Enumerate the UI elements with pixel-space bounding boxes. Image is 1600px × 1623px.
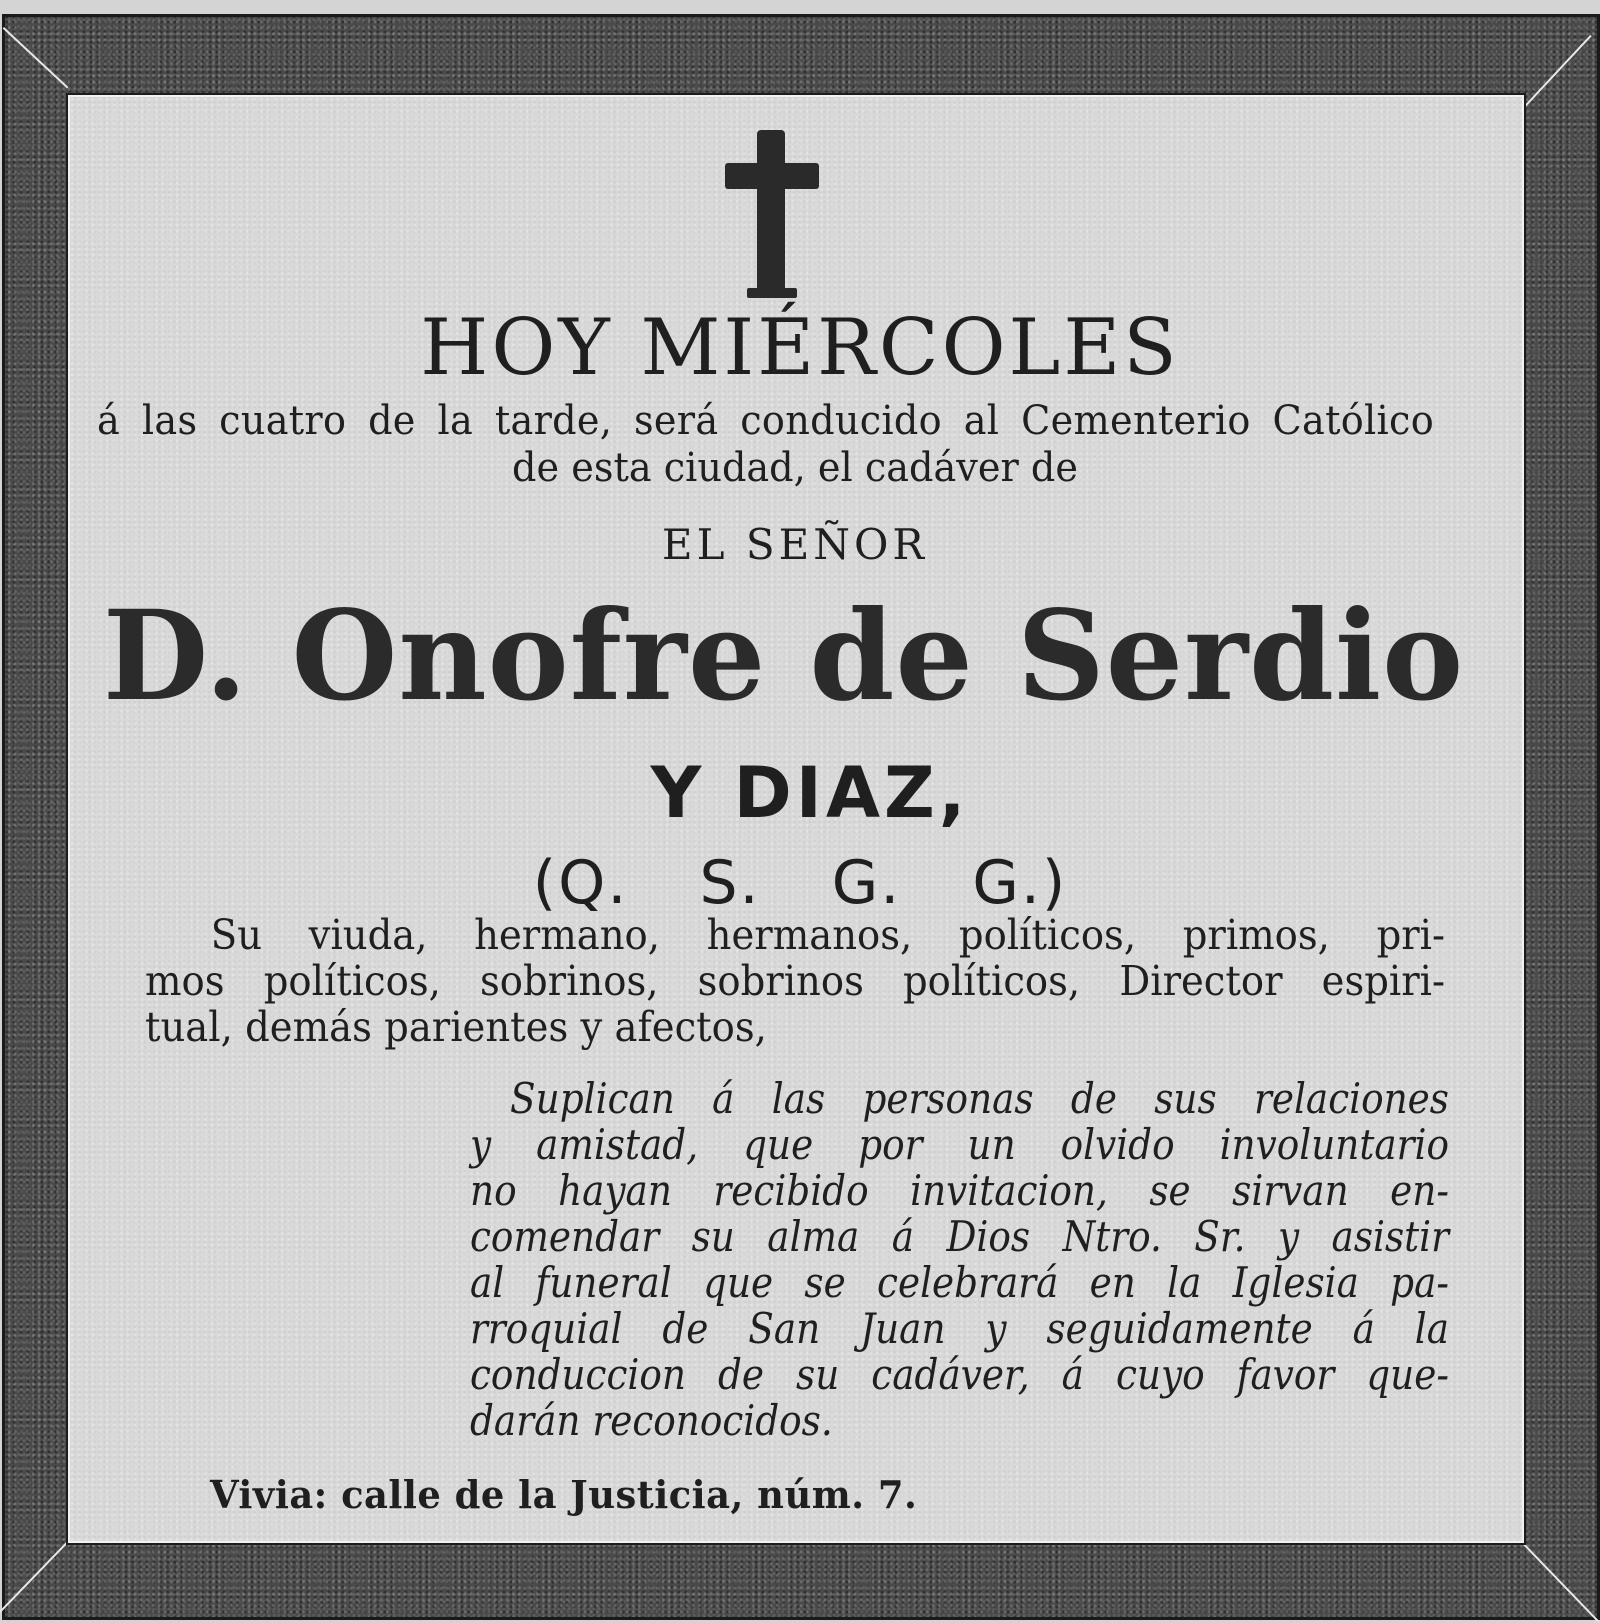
request-line: y amistad, que por un olvido involuntario <box>470 1120 1449 1169</box>
request-line: comendar su alma á Dios Ntro. Sr. y asistir <box>470 1212 1449 1261</box>
request-line: conduccion de su cadáver, á cuyo favor que- <box>470 1350 1449 1399</box>
deceased-name: D. Onofre de Serdio <box>102 584 1465 729</box>
mourners-line: tual, demás parientes y afectos, <box>145 1003 767 1051</box>
mourners-line: mos políticos, sobrinos, sobrinos políticos, Director espiri- <box>145 957 1446 1005</box>
request-line: al funeral que se celebrará en la Iglesia pa- <box>470 1258 1449 1307</box>
request-line: rroquial de San Juan y seguidamente á la <box>470 1304 1449 1353</box>
request-line: Suplican á las personas de sus relaciones <box>510 1074 1449 1123</box>
residence-address: Vivia: calle de la Justicia, núm. 7. <box>210 1472 918 1517</box>
request-line: darán reconocidos. <box>470 1396 833 1445</box>
mourners-paragraph <box>145 912 1445 1050</box>
intro-line-1: á las cuatro de la tarde, será conducido al Cementerio Católico <box>97 398 1434 444</box>
honorific-title: EL SEÑOR <box>661 520 929 569</box>
mourners-line: Su viuda, hermano, hermanos, políticos, primos, pri- <box>210 911 1446 959</box>
latin-cross-icon <box>725 130 819 300</box>
intro-line-2: de esta ciudad, el cadáver de <box>512 445 1078 491</box>
request-paragraph <box>470 1076 1450 1444</box>
request-line: no hayan recibido invitacion, se sirvan en- <box>470 1166 1449 1215</box>
deceased-surname: Y DIAZ, <box>650 752 970 834</box>
heading-day: HOY MIÉRCOLES <box>420 303 1180 393</box>
abbreviation-qsgg: (Q. S. G. G.) <box>532 848 1068 918</box>
